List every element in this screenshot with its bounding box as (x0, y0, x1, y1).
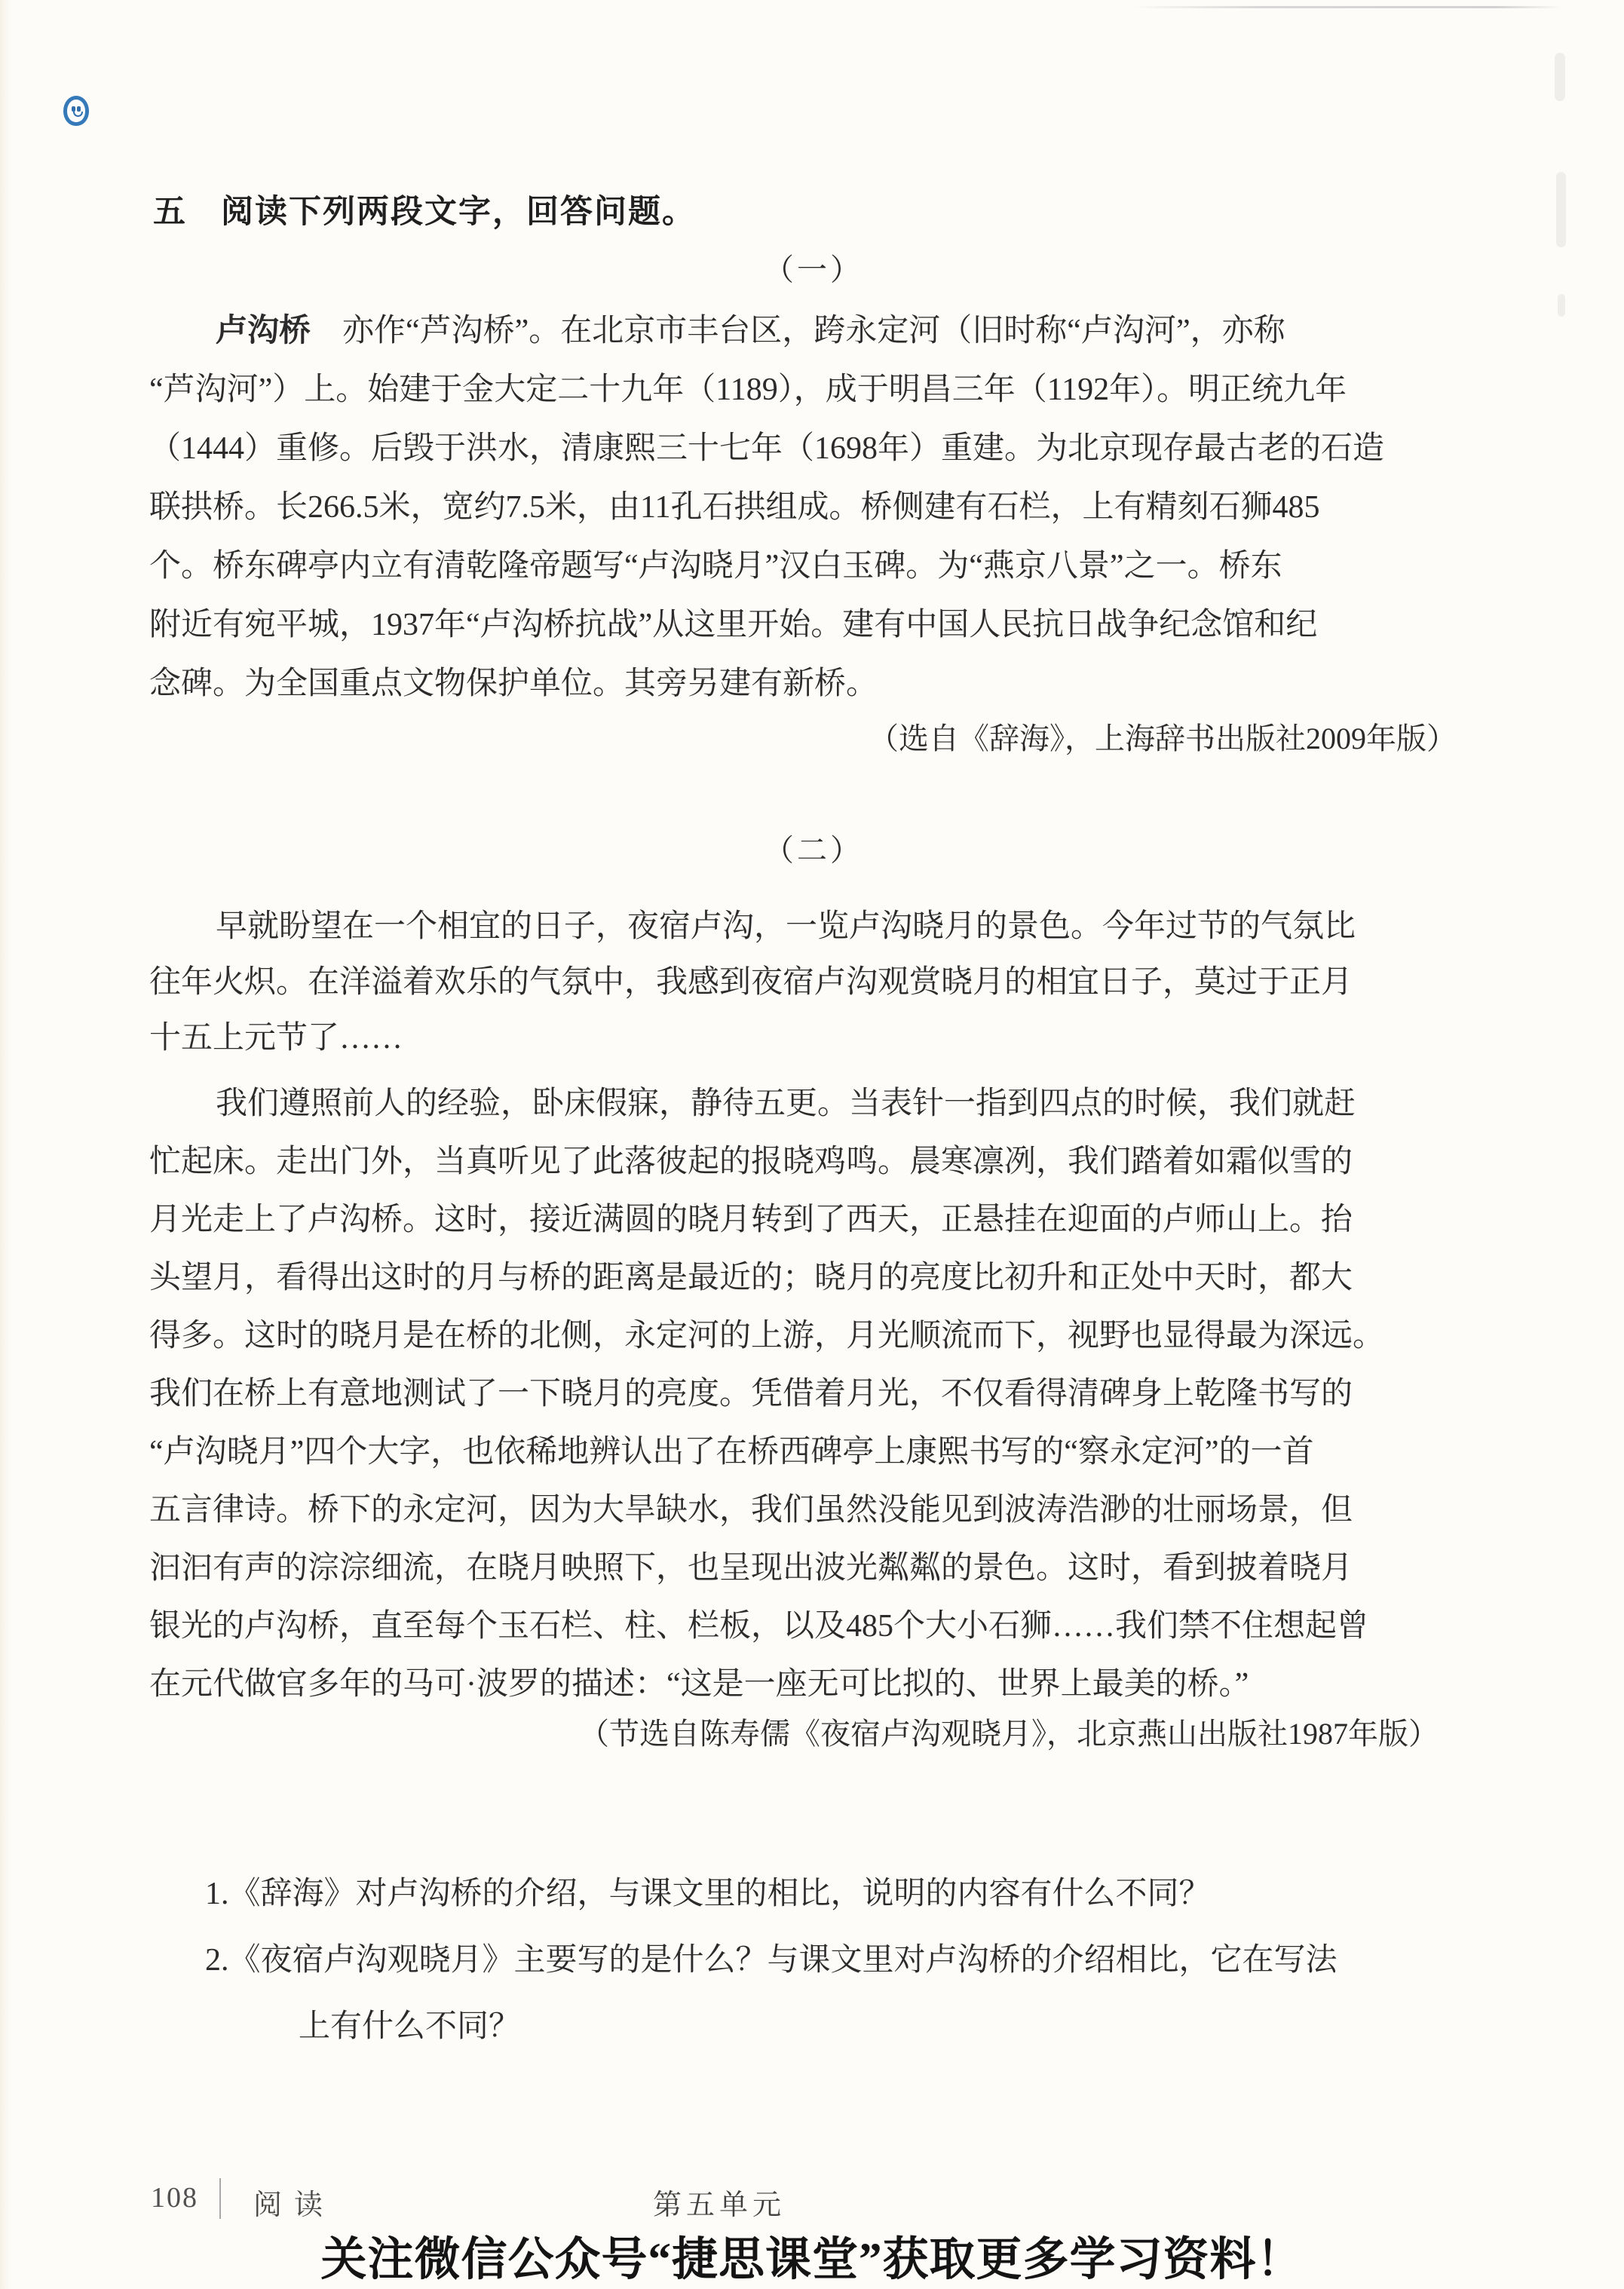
text-line (149, 302, 1478, 360)
question-2-line-1: 2.《夜宿卢沟观晓月》主要写的是什么？与课文里对卢沟桥的介绍相比，它在写法 (205, 1943, 1338, 1978)
scan-smudge (1556, 172, 1566, 247)
text-line: 在元代做官多年的马可·波罗的描述：“这是一座无可比拟的、世界上最美的桥。” (149, 1667, 1249, 1702)
text-line: 月光走上了卢沟桥。这时，接近满圆的晓月转到了西天，正悬挂在迎面的卢师山上。抬 (149, 1203, 1353, 1237)
section-one-label: （一） (764, 253, 863, 287)
question-2-line-2: 上有什么不同？ (299, 2009, 521, 2044)
promo-banner: 关注微信公众号“捷思课堂”获取更多学习资料！ (320, 2235, 1304, 2285)
smiley-face-icon (63, 96, 89, 126)
smiley-eye-icon (77, 106, 81, 112)
text-line: （1444）重修。后毁于洪水，清康熙三十七年（1698年）重建。为北京现存最古老的石造 (149, 431, 1385, 466)
section-one-passage (149, 302, 1478, 713)
smiley-mouth-icon (73, 112, 83, 117)
footer-unit-label: 第五单元 (653, 2189, 786, 2221)
scan-artifact-line (1131, 6, 1562, 8)
text-line: 我们在桥上有意地测试了一下晓月的亮度。凭借着月光，不仅看得清碑身上乾隆书写的 (149, 1377, 1353, 1411)
text-line: 忙起床。走出门外，当真听见了此落彼起的报晓鸡鸣。晨寒凛冽，我们踏着如霜似雪的 (149, 1144, 1353, 1179)
text-line: “芦沟河”）上。始建于金大定二十九年（1189），成于明昌三年（1192年）。明正统九年 (149, 372, 1347, 407)
page-footer (0, 2181, 1624, 2220)
text-line: 五言律诗。桥下的永定河，因为大旱缺水，我们虽然没能见到波涛浩渺的壮丽场景，但 (149, 1493, 1353, 1528)
section-two-paragraph-two (149, 1075, 1478, 1714)
section-one-source: （选自《辞海》，上海辞书出版社2009年版） (869, 722, 1457, 755)
text-line: 附近有宛平城，1937年“卢沟桥抗战”从这里开始。建有中国人民抗日战争纪念馆和纪 (149, 608, 1318, 642)
scan-smudge (1558, 294, 1565, 317)
smiley-eye-icon (72, 106, 75, 112)
text-line: 往年火炽。在洋溢着欢乐的气氛中，我感到夜宿卢沟观赏晓月的相宜日子，莫过于正月 (149, 965, 1353, 1000)
entry-term: 卢沟桥 (216, 314, 311, 348)
text-line: 得多。这时的晓月是在桥的北侧，永定河的上游，月光顺流而下，视野也显得最为深远。 (149, 1319, 1385, 1353)
text-line: 汩汩有声的淙淙细流，在晓月映照下，也呈现出波光粼粼的景色。这时，看到披着晓月 (149, 1551, 1353, 1586)
section-two-source: （节选自陈寿儒《夜宿卢沟观晓月》，北京燕山出版社1987年版） (579, 1717, 1439, 1751)
entry-first-line-text: 亦作“芦沟桥”。在北京市丰台区，跨永定河（旧时称“卢沟河”，亦称 (311, 314, 1285, 348)
exercise-heading: 五 阅读下列两段文字，回答问题。 (153, 195, 696, 230)
text-line: 我们遵照前人的经验，卧床假寐，静待五更。当表针一指到四点的时候，我们就赶 (216, 1086, 1356, 1121)
footer-divider (219, 2178, 221, 2219)
text-line: 十五上元节了…… (149, 1021, 403, 1056)
text-line: 头望月，看得出这时的月与桥的距离是最近的；晓月的亮度比初升和正处中天时，都大 (149, 1261, 1353, 1295)
text-line: 念碑。为全国重点文物保护单位。其旁另建有新桥。 (149, 666, 878, 701)
footer-section-label: 阅读 (253, 2189, 336, 2221)
question-1: 1.《辞海》对卢沟桥的介绍，与课文里的相比，说明的内容有什么不同？ (205, 1877, 1211, 1911)
text-line: 个。桥东碑亭内立有清乾隆帝题写“卢沟晓月”汉白玉碑。为“燕京八景”之一。桥东 (149, 549, 1282, 584)
section-two-label: （二） (764, 833, 863, 867)
page-number: 108 (151, 2182, 198, 2214)
scan-smudge (1555, 53, 1565, 101)
text-line: 银光的卢沟桥，直至每个玉石栏、柱、栏板，以及485个大小石狮……我们禁不住想起曾 (149, 1609, 1369, 1644)
section-two-paragraph-one (149, 899, 1478, 1066)
text-line: 联拱桥。长266.5米，宽约7.5米，由11孔石拱组成。桥侧建有石栏，上有精刻石狮485 (149, 490, 1320, 525)
text-line: “卢沟晓月”四个大字，也依稀地辨认出了在桥西碑亭上康熙书写的“察永定河”的一首 (149, 1435, 1314, 1469)
scan-edge-tint (0, 0, 11, 2289)
text-line: 早就盼望在一个相宜的日子，夜宿卢沟，一览卢沟晓月的景色。今年过节的气氛比 (216, 909, 1356, 944)
